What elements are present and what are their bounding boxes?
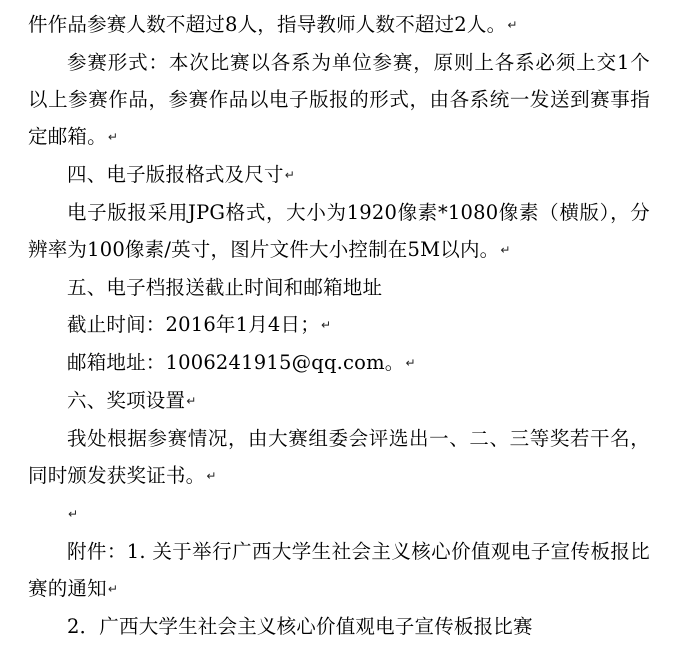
paragraph-mark-icon: ↵ bbox=[500, 243, 511, 257]
paragraph-mark-icon: ↵ bbox=[206, 469, 217, 483]
paragraph bbox=[28, 6, 650, 44]
paragraph bbox=[28, 156, 650, 194]
paragraph bbox=[28, 344, 650, 382]
paragraph-text: 四、电子版报格式及尺寸 bbox=[67, 163, 284, 186]
paragraph-text: 附件：1. 关于举行广西大学生社会主义核心价值观电子宣传板报比赛的通知 bbox=[28, 540, 650, 600]
paragraph-mark-icon: ↵ bbox=[507, 18, 518, 32]
paragraph-text: 2．广西大学生社会主义核心价值观电子宣传板报比赛 bbox=[67, 615, 533, 638]
paragraph-text: 参赛形式：本次比赛以各系为单位参赛，原则上各系必须上交1个以上参赛作品，参赛作品以电子版报的形式，由各系统一发送到赛事指定邮箱。 bbox=[28, 51, 650, 148]
paragraph-mark-icon: ↵ bbox=[284, 168, 295, 182]
paragraph-text: 五、电子档报送截止时间和邮箱地址 bbox=[67, 276, 383, 299]
paragraph-text: 邮箱地址：1006241915@qq.com。 bbox=[67, 351, 405, 374]
empty-paragraph bbox=[28, 495, 650, 533]
paragraph-text: 我处根据参赛情况，由大赛组委会评选出一、二、三等奖若干名，同时颁发获奖证书。 bbox=[28, 427, 650, 487]
paragraph-text: 件作品参赛人数不超过8人，指导教师人数不超过2人。 bbox=[28, 13, 507, 36]
paragraph-mark-icon: ↵ bbox=[107, 582, 119, 596]
paragraph bbox=[28, 382, 650, 420]
document-body bbox=[28, 6, 650, 645]
paragraph-mark-icon: ↵ bbox=[68, 507, 79, 521]
paragraph bbox=[28, 44, 650, 156]
paragraph-mark-icon: ↵ bbox=[320, 318, 332, 332]
paragraph-text: 六、奖项设置 bbox=[67, 389, 186, 412]
paragraph-mark-icon: ↵ bbox=[107, 130, 119, 144]
paragraph-mark-icon: ↵ bbox=[405, 356, 416, 370]
paragraph-text: 截止时间：2016年1月4日； bbox=[67, 313, 320, 336]
paragraph bbox=[28, 533, 650, 608]
paragraph bbox=[28, 194, 650, 269]
paragraph-mark-icon: ↵ bbox=[186, 394, 197, 408]
paragraph bbox=[28, 306, 650, 344]
paragraph-text: 电子版报采用JPG格式，大小为1920像素*1080像素（横版），分辨率为100像素/英寸，图片文件大小控制在5M以内。 bbox=[28, 201, 650, 261]
paragraph bbox=[28, 420, 650, 495]
paragraph bbox=[28, 269, 650, 306]
paragraph bbox=[28, 608, 650, 645]
